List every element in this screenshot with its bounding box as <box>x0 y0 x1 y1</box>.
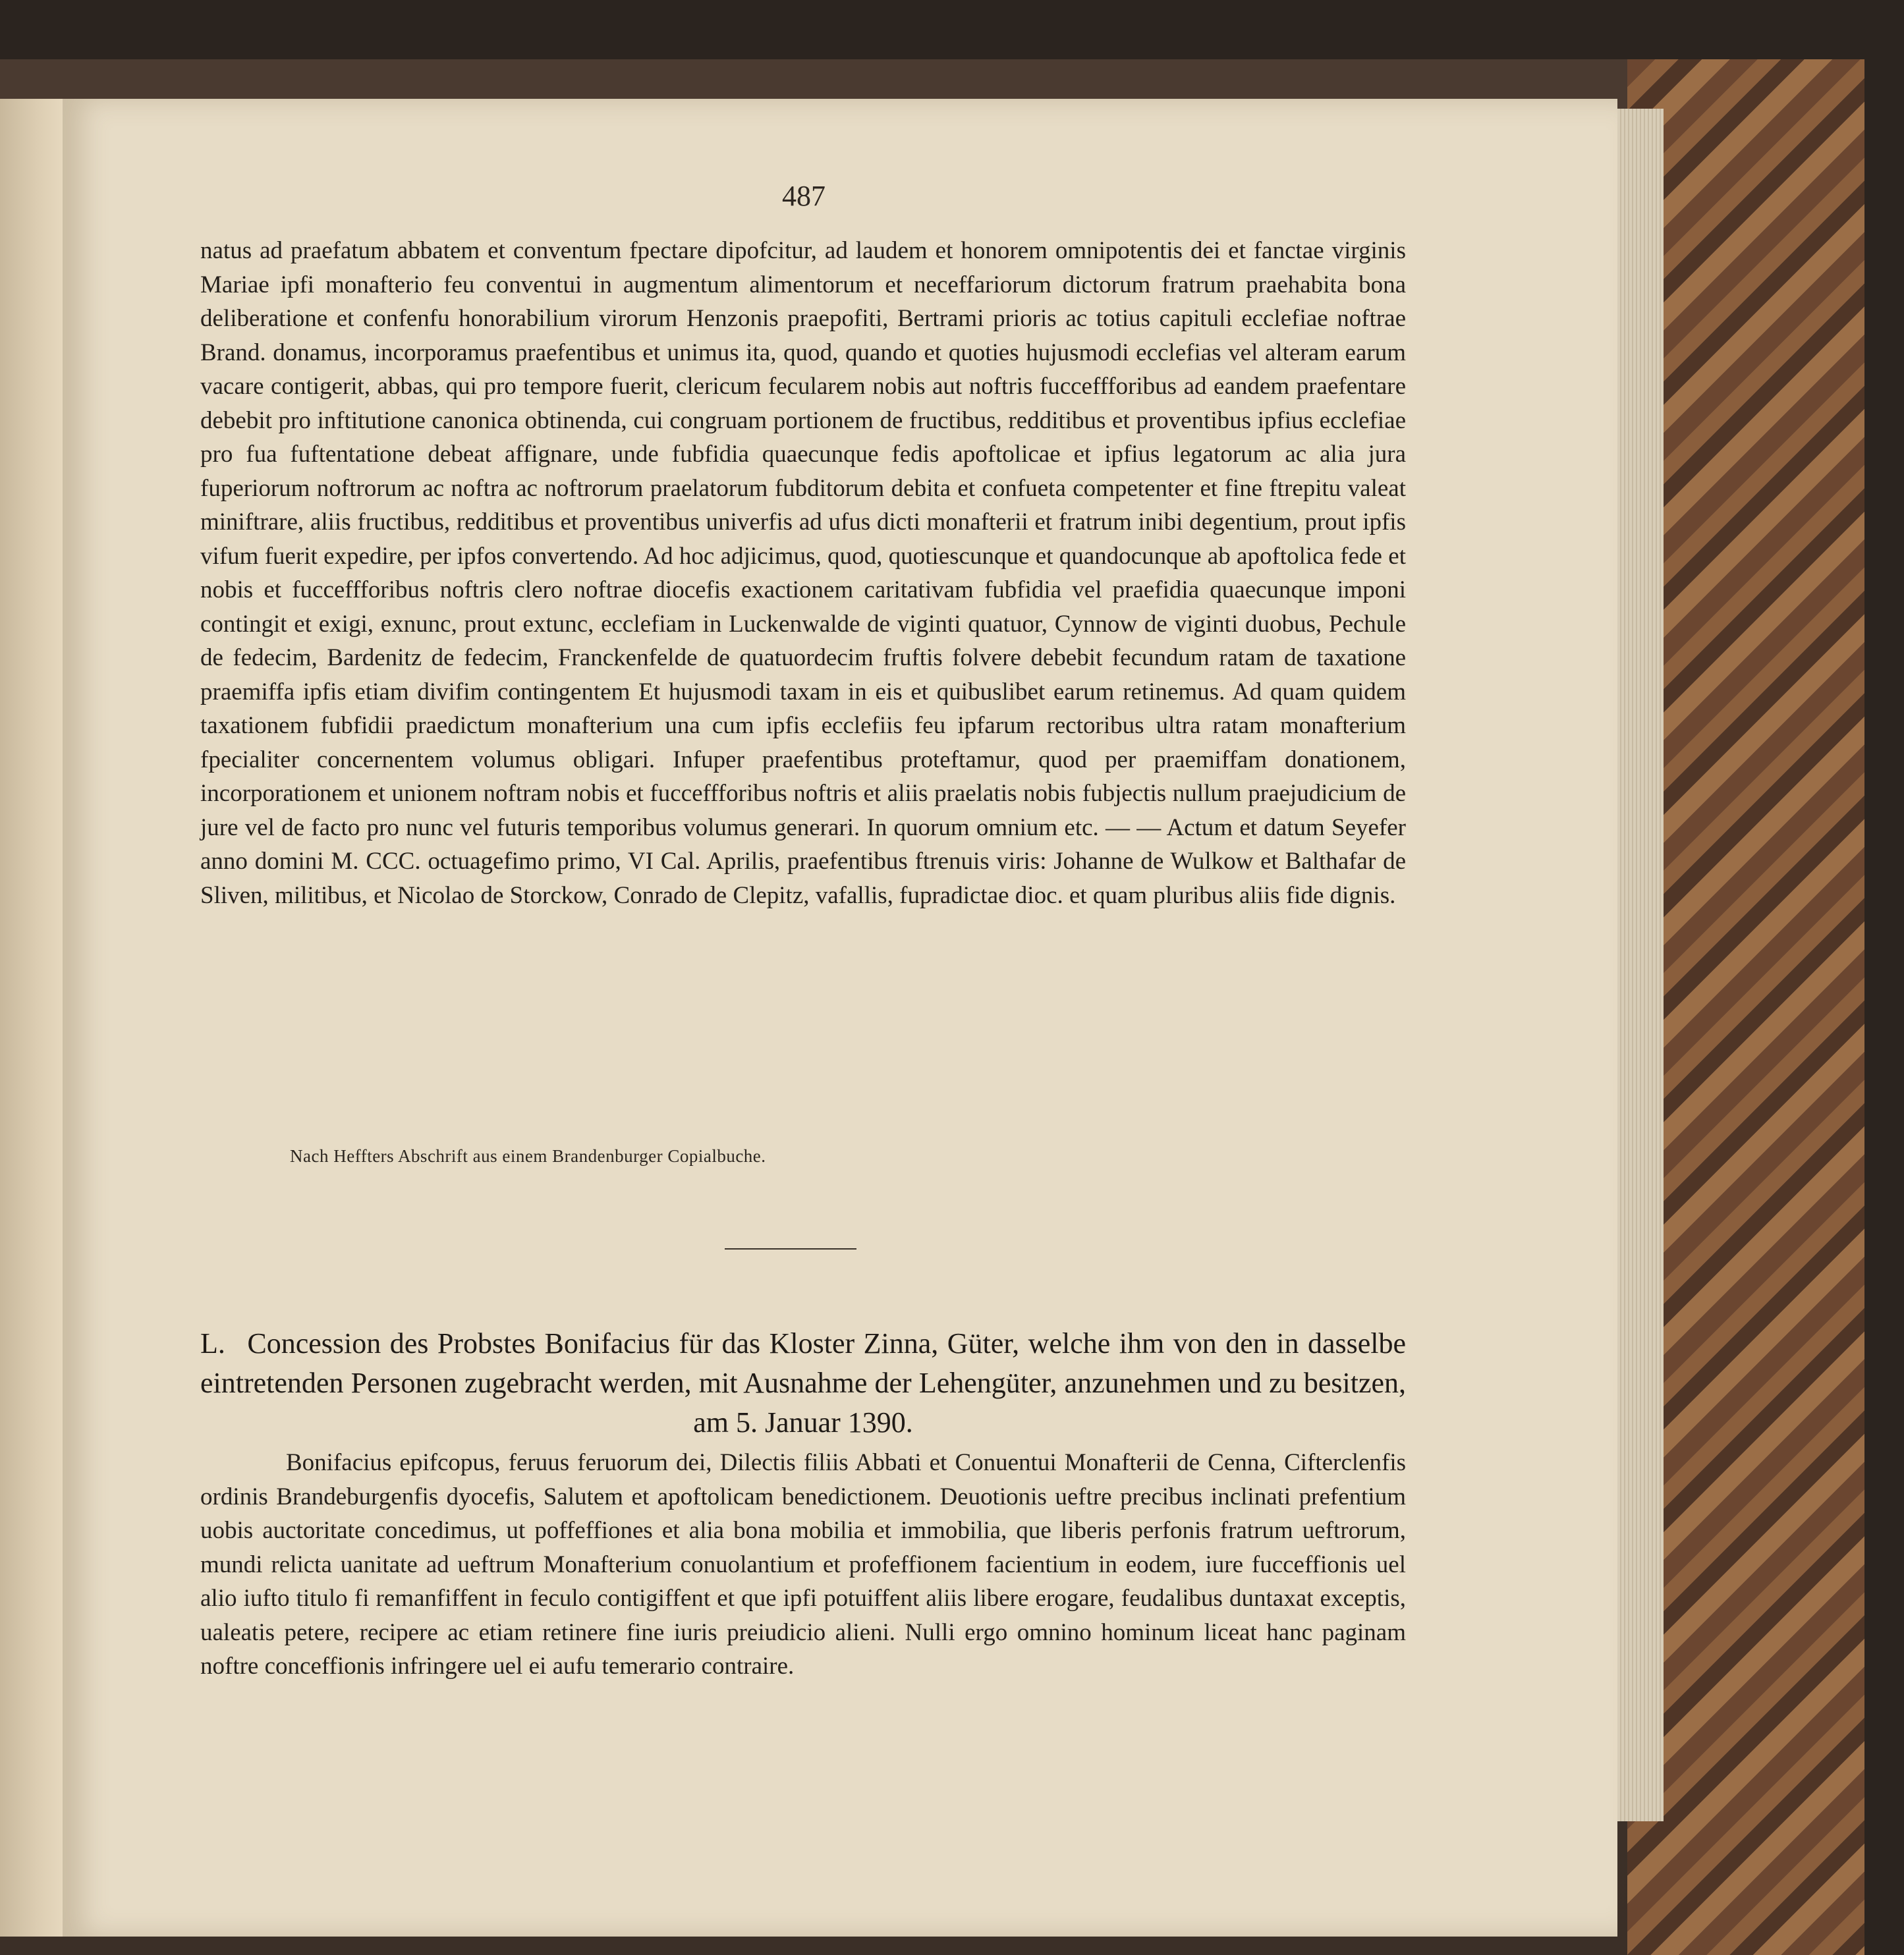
section-title: Concession des Probstes Bonifacius für das Kloster Zinna, Güter, welche ihm von den in dasselbe eintretenden Personen zugebracht werden, mit Ausnahme der Lehengüter, anzunehmen und zu besitzen, am 5. Januar 1390. <box>200 1327 1407 1439</box>
body-paragraph: natus ad praefatum abbatem et conventum fpectare dipofcitur, ad laudem et honorem omnipotentis dei et fanctae virginis Mariae ipfi monafterio feu conventui in augmentum alimentorum et neceffariorum dictorum fratrum praehabita bona deliberatione et confenfu honorabilium virorum Henzonis praepofiti, Bertrami prioris ac totius capituli ecclefiae noftrae Brand. donamus, incorporamus praefentibus et unimus ita, quod, quando et quoties hujusmodi ecclefias vel alteram earum vacare contigerit, abbas, qui pro tempore fuerit, clericum fecularem nobis aut noftris fucceffforibus ad eandem praefentare debebit pro inftitutione canonica obtinenda, cui congruam portionem de fructibus, redditibus et proventibus ipfius ecclefiae pro fua fuftentatione debeat affignare, unde fubfidia quaecunque fedis apoftolicae et ipfius legatorum ac alia jura fuperiorum noftrorum ac noftra ac noftrorum praelatorum fubditorum debita et confueta competenter et fine ftrepitu valeat miniftrare, aliis fructibus, redditibus et proventibus univerfis ad ufus dicti monafterii et fratrum inibi degentium, prout ipfis vifum fuerit expedire, per ipfos convertendo. Ad hoc adjicimus, quod, quotiescunque et quandocunque ab apoftolica fede et nobis et fucceffforibus noftris clero noftrae diocefis exactionem caritativam fubfidia vel praefidia quaecunque imponi contingit et exigi, exnunc, prout extunc, ecclefiam in Luckenwalde de viginti quatuor, Cynnow de viginti duobus, Pechule de fedecim, Bardenitz de fedecim, Franckenfelde de quatuordecim fruftis folvere debebit fecundum ratam de taxatione praemiffa ipfis etiam divifim contingentem Et hujusmodi taxam in eis et quibuslibet earum retinemus. Ad quam quidem taxationem fubfidii praedictum monafterium una cum ipfis ecclefiis feu ipfarum rectoribus ultra ratam monafterium fpecialiter concernentem volumus obligari. Infuper praefentibus proteftamur, quod per praemiffam donationem, incorporationem et unionem noftram nobis et fucceffforibus noftris et aliis praelatis nobis fubjectis nullum praejudicium de jure vel de facto pro nunc vel futuris temporibus volumus generari. In quorum omnium etc. — — Actum et datum Seyefer anno domini M. CCC. octuagefimo primo, VI Cal. Aprilis, praefentibus ftrenuis viris: Johanne de Wulkow et Balthafar de Sliven, militibus, et Nicolao de Storckow, Conrado de Clepitz, vafallis, fupradictae dioc. et quam pluribus aliis fide dignis. <box>200 237 1406 909</box>
left-page-edge <box>0 99 63 1937</box>
section-divider <box>725 1248 856 1250</box>
source-note: Nach Heffters Abschrift aus einem Brandenburger Copialbuche. <box>290 1146 766 1166</box>
charter-text: Bonifacius epifcopus, feruus feruorum dei, Dilectis filiis Abbati et Conuentui Monafterii de Cenna, Cifterclenfis ordinis Brandeburgenfis dyocefis, Salutem et apoftolicam benedictionem. Deuotionis ueftre precibus inclinati prefentium uobis auctoritate concedimus, ut poffeffiones et alia bona mobilia et immobilia, que liberis perfonis fratrum ueftrorum, mundi relicta uanitate ad ueftrum Monafterium conuolantium et profeffionem facientium in eodem, iure fucceffionis uel alio iufto titulo fi remanfiffent in feculo contigiffent et que ipfi potuiffent aliis libere erogare, feudalibus duntaxat exceptis, ualeatis petere, recipere ac etiam retinere fine iuris preiudicio alieni. Nulli ergo omnino hominum liceat hanc paginam noftre conceffionis infringere uel ei aufu temerario contraire. <box>200 1449 1406 1680</box>
section-heading <box>200 1324 1406 1443</box>
page-stack-edge <box>1617 109 1664 1821</box>
section-numeral: L. <box>200 1327 225 1360</box>
page-number: 487 <box>782 180 826 212</box>
document-body <box>200 234 1406 912</box>
